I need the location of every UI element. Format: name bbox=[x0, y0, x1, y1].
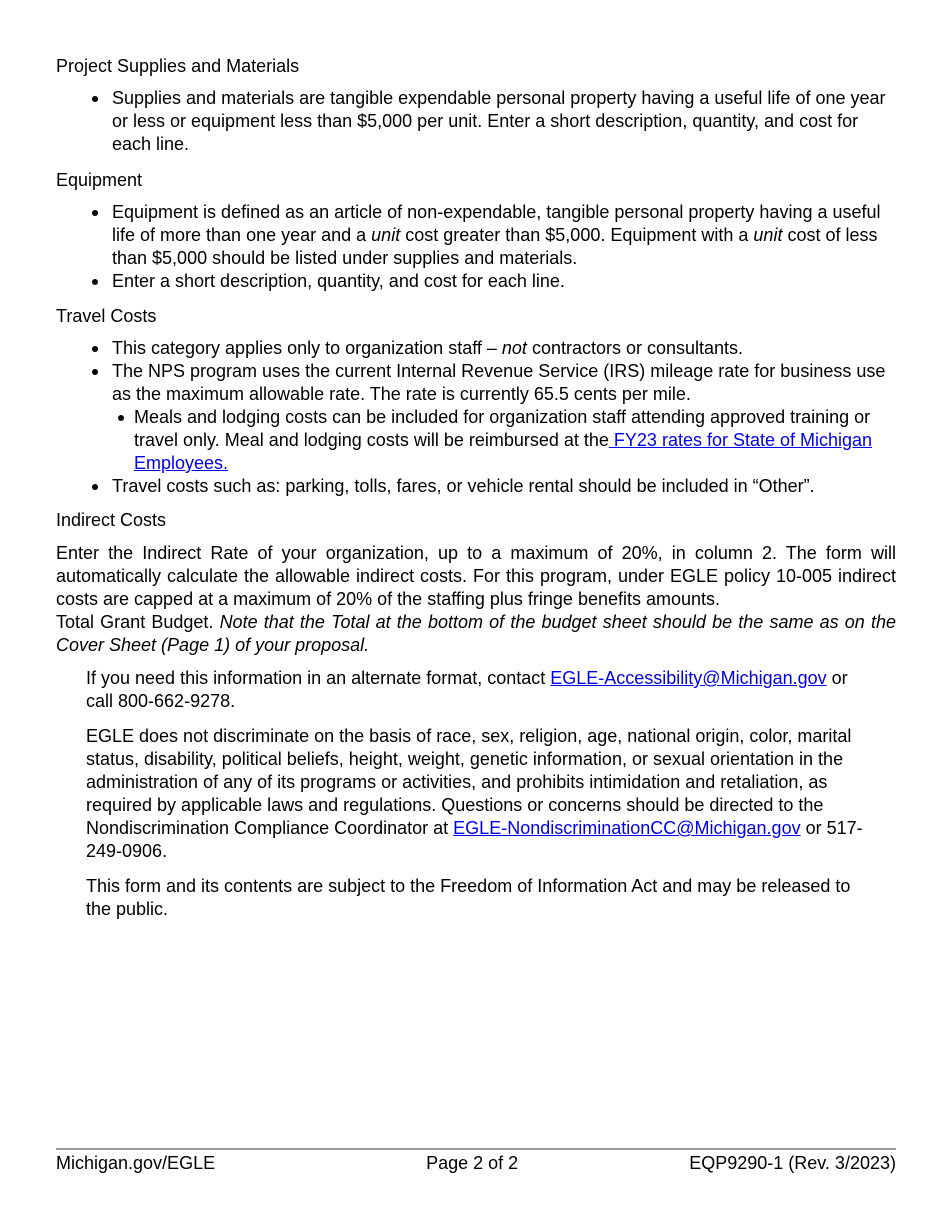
notices bbox=[86, 667, 876, 933]
accessibility-email-link[interactable]: EGLE-Accessibility@Michigan.gov bbox=[550, 668, 827, 688]
list-item: Travel costs such as: parking, tolls, fares, or vehicle rental should be included in “Other”. bbox=[56, 475, 896, 498]
footer bbox=[56, 1152, 896, 1175]
footer-website: Michigan.gov/EGLE bbox=[56, 1153, 216, 1173]
list-item: Equipment is defined as an article of non-expendable, tangible personal property having a useful life of more than one year and a unit cost greater than $5,000. Equipment with a unit cost of less than $5,000 should be listed under supplies and materials. bbox=[56, 201, 896, 270]
list-item: The NPS program uses the current Internal Revenue Service (IRS) mileage rate for business use as the maximum allowable rate. The rate is currently 65.5 cents per mile. bbox=[56, 360, 896, 406]
section-heading: Indirect Costs bbox=[56, 510, 167, 530]
nondiscrimination-email-link[interactable]: EGLE-NondiscriminationCC@Michigan.gov bbox=[453, 818, 801, 838]
foia-notice: This form and its contents are subject to the Freedom of Information Act and may be released to the public. bbox=[86, 876, 851, 919]
indirect-section bbox=[56, 509, 896, 657]
fy23-rates-link[interactable]: FY23 rates for State of Michigan Employees. bbox=[134, 430, 873, 473]
indirect-paragraph: Enter the Indirect Rate of your organization, up to a maximum of 20%, in column 2. The form will automatically calculate the allowable indirect costs. For this program, under EGLE policy 10-005 indirect costs are capped at a maximum of 20% of the staffing plus fringe benefits amounts. bbox=[56, 543, 896, 609]
nondiscrimination-notice: EGLE does not discriminate on the basis of race, sex, religion, age, national origin, color, marital status, disability, political beliefs, height, weight, genetic information, or sexual orientation in the administration of any of its programs or activities, and prohibits intimidation and retaliation, as required by applicable laws and regulations. Questions or concerns should be directed to the Nondiscrimination Compliance Coordinator at EGLE-NondiscriminationCC@Michigan.gov or 517-249-0906. bbox=[86, 726, 863, 861]
list-item: Supplies and materials are tangible expendable personal property having a useful life of one year or less or equipment less than $5,000 per unit. Enter a short description, quantity, and cost for each line. bbox=[56, 87, 896, 156]
section-heading: Project Supplies and Materials bbox=[56, 56, 300, 76]
page-number: Page 2 of 2 bbox=[426, 1153, 519, 1173]
list-item: Meals and lodging costs can be included for organization staff attending approved training or travel only. Meal and lodging costs will be reimbursed at the FY23 rates for State of Michigan Employees. bbox=[56, 406, 896, 475]
total-grant-budget-note: Total Grant Budget. Note that the Total at the bottom of the budget sheet should be the same as on the Cover Sheet (Page 1) of your proposal. bbox=[56, 612, 896, 655]
footer-divider bbox=[56, 1148, 896, 1150]
section-heading: Travel Costs bbox=[56, 306, 157, 326]
travel-section bbox=[56, 305, 896, 498]
alternate-format-notice: If you need this information in an alternate format, contact EGLE-Accessibility@Michigan.gov or call 800-662-9278. bbox=[86, 668, 848, 711]
list-item: This category applies only to organization staff – not contractors or consultants. bbox=[56, 337, 896, 360]
equipment-section bbox=[56, 169, 896, 293]
supplies-section bbox=[56, 55, 896, 156]
list-item: Enter a short description, quantity, and cost for each line. bbox=[56, 270, 896, 293]
section-heading: Equipment bbox=[56, 170, 143, 190]
form-number: EQP9290-1 (Rev. 3/2023) bbox=[689, 1153, 896, 1173]
